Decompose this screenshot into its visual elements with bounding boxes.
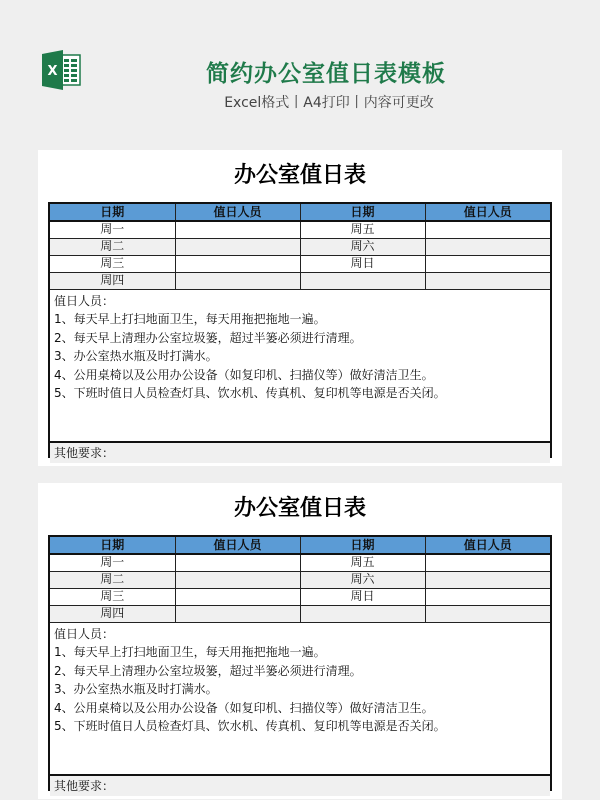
person-cell[interactable] (175, 255, 300, 272)
page-title: 简约办公室值日表模板 (206, 61, 446, 87)
header-person: 值日人员 (175, 537, 300, 554)
note-item: 1、每天早上打扫地面卫生，每天用拖把拖地一遍。 (54, 645, 326, 659)
other-requirements: 其他要求： (50, 776, 550, 796)
person-cell[interactable] (175, 554, 300, 571)
banner (0, 0, 600, 130)
table-row (50, 571, 550, 588)
svg-text:X: X (47, 64, 58, 79)
person-cell[interactable] (175, 588, 300, 605)
sheet-title: 办公室值日表 (233, 496, 366, 521)
duty-table (50, 204, 550, 290)
duty-notes (50, 623, 550, 776)
day-cell: 周六 (300, 238, 425, 255)
table-row (50, 605, 550, 622)
table-row (50, 221, 550, 238)
duty-table (50, 537, 550, 623)
table-header-row (50, 204, 550, 221)
header-date: 日期 (50, 537, 175, 554)
table-row (50, 272, 550, 289)
duty-sheet-card-2 (38, 483, 562, 799)
person-cell[interactable] (425, 221, 550, 238)
day-cell: 周四 (50, 605, 175, 622)
day-cell (300, 605, 425, 622)
day-cell (300, 272, 425, 289)
day-cell: 周日 (300, 588, 425, 605)
duty-sheet (48, 535, 552, 791)
duty-sheet-card-1 (38, 150, 562, 466)
header-person: 值日人员 (175, 204, 300, 221)
header-person: 值日人员 (425, 204, 550, 221)
day-cell: 周五 (300, 221, 425, 238)
notes-label: 值日人员： (54, 626, 115, 641)
person-cell[interactable] (425, 571, 550, 588)
day-cell: 周一 (50, 554, 175, 571)
page-subtitle: Excel格式丨A4打印丨内容可更改 (224, 95, 434, 111)
day-cell: 周一 (50, 221, 175, 238)
day-cell: 周三 (50, 588, 175, 605)
person-cell[interactable] (425, 255, 550, 272)
table-header-row (50, 537, 550, 554)
day-cell: 周日 (300, 255, 425, 272)
person-cell[interactable] (175, 605, 300, 622)
header-date: 日期 (300, 537, 425, 554)
table-row (50, 588, 550, 605)
person-cell[interactable] (175, 238, 300, 255)
note-item: 2、每天早上清理办公室垃圾篓，超过半篓必须进行清理。 (54, 330, 362, 345)
other-requirements: 其他要求： (50, 443, 550, 463)
table-row (50, 554, 550, 571)
person-cell[interactable] (175, 571, 300, 588)
sheet-title: 办公室值日表 (233, 163, 366, 188)
day-cell: 周四 (50, 272, 175, 289)
day-cell: 周五 (300, 554, 425, 571)
person-cell[interactable] (425, 554, 550, 571)
note-item: 5、下班时值日人员检查灯具、饮水机、传真机、复印机等电源是否关闭。 (54, 719, 446, 733)
header-date: 日期 (50, 204, 175, 221)
person-cell[interactable] (425, 605, 550, 622)
person-cell[interactable] (175, 272, 300, 289)
person-cell[interactable] (175, 221, 300, 238)
note-item: 1、每天早上打扫地面卫生，每天用拖把拖地一遍。 (54, 312, 326, 326)
note-item: 5、下班时值日人员检查灯具、饮水机、传真机、复印机等电源是否关闭。 (54, 386, 446, 400)
note-item: 2、每天早上清理办公室垃圾篓，超过半篓必须进行清理。 (54, 663, 362, 678)
table-row (50, 238, 550, 255)
notes-label: 值日人员： (54, 293, 115, 308)
header-person: 值日人员 (425, 537, 550, 554)
person-cell[interactable] (425, 272, 550, 289)
table-row (50, 255, 550, 272)
note-item: 3、办公室热水瓶及时打满水。 (54, 682, 218, 696)
day-cell: 周三 (50, 255, 175, 272)
header-date: 日期 (300, 204, 425, 221)
person-cell[interactable] (425, 238, 550, 255)
day-cell: 周六 (300, 571, 425, 588)
day-cell: 周二 (50, 238, 175, 255)
day-cell: 周二 (50, 571, 175, 588)
note-item: 4、公用桌椅以及公用办公设备（如复印机、扫描仪等）做好清洁卫生。 (54, 700, 434, 715)
note-item: 4、公用桌椅以及公用办公设备（如复印机、扫描仪等）做好清洁卫生。 (54, 367, 434, 382)
note-item: 3、办公室热水瓶及时打满水。 (54, 349, 218, 363)
duty-notes (50, 290, 550, 443)
duty-sheet (48, 202, 552, 458)
person-cell[interactable] (425, 588, 550, 605)
